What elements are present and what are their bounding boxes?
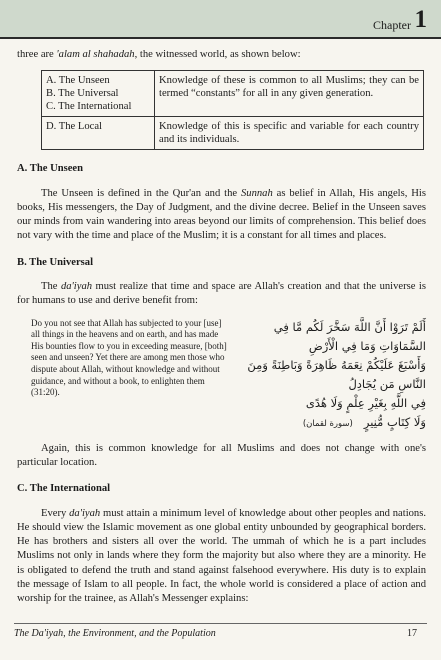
section-heading-unseen: A. The Unseen xyxy=(17,163,84,175)
table-cell-description: Knowledge of this is specific and variable for each country and its individuals. xyxy=(155,117,424,150)
unseen-text-rest: as belief in Allah, His angels, His books, His messengers, the Day of Judgment, and the divine decree. Belief in the Unseen saves our minds from vain wandering into areas beyond our limits of comprehension. This belief does not vary with the time and place of the Muslim; it is a constant for all times and places. xyxy=(17,187,426,242)
verse-arabic xyxy=(231,318,426,434)
table-cell-categories xyxy=(42,71,155,117)
international-text: Every xyxy=(41,507,70,519)
verse-arabic-text: وَلَا كِتَابٍ مُّنِيرٍ xyxy=(363,414,426,429)
chapter-label: Chapter xyxy=(373,18,411,32)
table-row xyxy=(42,71,424,117)
table-cell-description: Knowledge of these is common to all Muslims; they can be termed “constants” for all in any given generation. xyxy=(155,71,424,117)
section-heading-universal: B. The Universal xyxy=(17,256,94,268)
page-body xyxy=(17,48,426,607)
universal-text-rest: must realize that time and space are Allah's creation and that the universe is for humans to use and derive benefit from: xyxy=(17,281,426,307)
verse-reference: (سورة لقمان) xyxy=(302,418,353,429)
page-number: 17 xyxy=(407,628,417,639)
universal-paragraph xyxy=(17,280,426,309)
verse-translation: Do you not see that Allah has subjected to your [use] all things in the heavens and on earth, and has made His bounties flow to you in exceeding measure, [both] seen and unseen? Yet there are among men those who dispute about Allah, without knowledge and without guidance, and without a book, to enlighten them (31:20). xyxy=(31,317,227,398)
category-item: C. The International xyxy=(46,101,132,113)
verse-block xyxy=(17,318,426,434)
verse-arabic-line xyxy=(235,413,426,434)
footer-rule xyxy=(14,623,427,624)
unseen-text: The Unseen is defined in the Qur'an and the xyxy=(41,187,241,199)
intro-text: three are xyxy=(17,49,57,60)
international-text-rest: must attain a minimum level of knowledge about other peoples and nations. He should view the Islamic movement as one global entity unbounded by geographical borders. He has brothers and sisters all over the world. The ummah of which he is a part includes Muslims not only in lands where they form the majority but also where they are a minority. He is obligated to defend the truth and stand against falsehood everywhere. His duty is to explain the message of Islam to all people. In fact, the whole world is considered a place of action and worship for the trainee, as Allah's Messenger explains: xyxy=(17,507,427,605)
verse-arabic-line: وَأَسْبَغَ عَلَيْكُمْ نِعَمَهُ ظَاهِرَةً وَبَاطِنَةً وَمِنَ النَّاسِ مَن يُجَادِلُ xyxy=(247,357,426,391)
footer-text: The xyxy=(14,628,32,639)
section-heading-international: C. The International xyxy=(17,483,111,495)
table-cell-categories xyxy=(42,117,155,150)
category-item: D. The Local xyxy=(46,121,102,133)
running-footer xyxy=(14,628,216,639)
unseen-term: Sunnah xyxy=(240,187,273,199)
chapter-number: 1 xyxy=(414,6,427,33)
universal-paragraph-2: Again, this is common knowledge for all Muslims and does not change with one's particular location. xyxy=(17,442,426,468)
knowledge-table xyxy=(41,70,424,150)
universal-term: da'iyah xyxy=(60,281,93,293)
footer-text-rest: , the Environment, and the Population xyxy=(63,628,216,639)
verse-arabic-line: أَلَمْ تَرَوْا أَنَّ اللَّهَ سَخَّرَ لَكُم مَّا فِي السَّمَاوَاتِ وَمَا فِي الْأَرْضِ xyxy=(273,319,426,353)
intro-paragraph xyxy=(17,48,426,62)
category-item: B. The Universal xyxy=(46,88,119,100)
footer-term: Da'iyah xyxy=(31,628,64,639)
intro-term: 'alam al shahadah xyxy=(56,49,135,60)
category-item: A. The Unseen xyxy=(46,75,110,87)
unseen-paragraph xyxy=(17,187,426,244)
intro-text-end: , the witnessed world, as shown below: xyxy=(134,49,301,60)
header-rule xyxy=(0,37,441,39)
verse-arabic-line: فِي اللَّهِ بِغَيْرِ عِلْمٍ وَلَا هُدًى xyxy=(305,395,426,410)
table-row xyxy=(42,117,424,150)
international-paragraph xyxy=(17,507,426,607)
international-term: da'iyah xyxy=(69,507,101,519)
universal-text: The xyxy=(41,281,61,293)
